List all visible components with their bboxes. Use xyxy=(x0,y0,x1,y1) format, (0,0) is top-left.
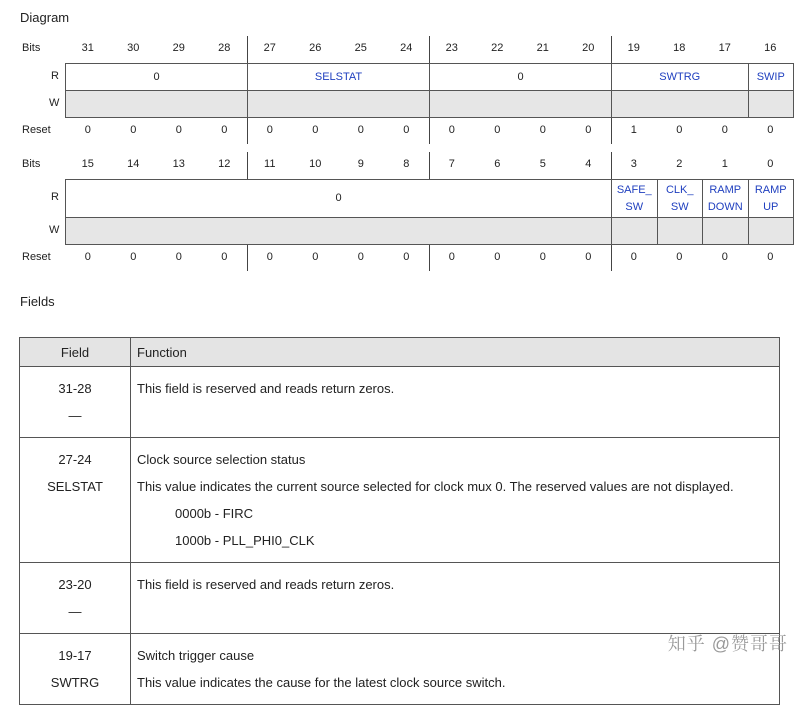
bit-number: 25 xyxy=(354,42,367,54)
field-label: SAFE_ SW xyxy=(616,183,652,213)
reset-value: 0 xyxy=(494,251,501,263)
reset-value: 0 xyxy=(585,124,592,136)
nibble-separator xyxy=(611,36,612,63)
bit-number: 29 xyxy=(172,42,185,54)
reset-value: 0 xyxy=(312,251,319,263)
write-label: W xyxy=(49,96,60,109)
reset-value: 0 xyxy=(676,251,683,263)
reset-value: 0 xyxy=(312,124,319,136)
bit-number: 7 xyxy=(448,158,455,170)
read-label: R xyxy=(51,191,59,203)
reset-value: 0 xyxy=(175,251,182,263)
bit-number: 15 xyxy=(81,158,94,170)
nibble-separator xyxy=(247,36,248,63)
nibble-separator xyxy=(247,152,248,179)
bit-number: 12 xyxy=(218,158,231,170)
bit-number: 18 xyxy=(673,42,686,54)
bit-number: 14 xyxy=(127,158,140,170)
field-label: CLK_ SW xyxy=(665,183,694,213)
field-bits: 23-20 xyxy=(58,577,92,592)
field-name: SELSTAT xyxy=(47,479,103,494)
field-label: SELSTAT xyxy=(314,70,363,83)
nibble-separator xyxy=(611,152,612,179)
read-label: R xyxy=(51,69,59,82)
value-encoding: 1000b - PLL_PHI0_CLK xyxy=(175,533,315,548)
reset-value: 0 xyxy=(403,251,410,263)
field-label: RAMP UP xyxy=(754,183,787,213)
reset-value: 0 xyxy=(130,124,137,136)
read-field-cell xyxy=(611,179,658,218)
bit-number: 16 xyxy=(764,42,777,54)
field-bits: 27-24 xyxy=(58,452,92,467)
table-header-row xyxy=(20,338,780,367)
reset-value: 0 xyxy=(357,124,364,136)
read-field-cell xyxy=(657,179,704,218)
field-label: SWIP xyxy=(756,70,785,83)
bit-number: 3 xyxy=(630,158,637,170)
diagram-heading: Diagram xyxy=(20,10,70,25)
bits-label: Bits xyxy=(22,42,41,54)
reset-value: 0 xyxy=(539,124,546,136)
reset-value: 0 xyxy=(266,124,273,136)
read-field-cell xyxy=(429,63,612,91)
write-field-cell xyxy=(748,217,795,245)
watermark-text: 知乎 @赞哥哥 xyxy=(667,634,788,654)
value-encoding: 0000b - FIRC xyxy=(175,506,254,521)
read-field-cell xyxy=(748,63,795,91)
bit-number: 8 xyxy=(403,158,410,170)
reset-value: 0 xyxy=(175,124,182,136)
reset-value: 0 xyxy=(448,124,455,136)
bit-number: 0 xyxy=(767,158,774,170)
write-label: W xyxy=(49,223,60,236)
write-field-cell xyxy=(748,90,795,118)
reset-value: 0 xyxy=(721,124,728,136)
read-field-cell xyxy=(611,63,749,91)
reset-value: 0 xyxy=(266,251,273,263)
read-field-cell xyxy=(702,179,749,218)
bit-number: 21 xyxy=(536,42,549,54)
function-line: This field is reserved and reads return zeros. xyxy=(137,577,395,592)
bits-label: Bits xyxy=(22,158,41,170)
reset-value: 0 xyxy=(539,251,546,263)
reset-value: 0 xyxy=(84,251,91,263)
read-field-cell xyxy=(65,63,248,91)
field-name: — xyxy=(68,408,82,423)
function-line: This value indicates the current source selected for clock mux 0. The reserved values are not displayed. xyxy=(137,479,734,494)
bit-number: 31 xyxy=(81,42,94,54)
function-line: Clock source selection status xyxy=(137,452,306,467)
bit-number: 5 xyxy=(539,158,546,170)
reset-label: Reset xyxy=(22,124,51,136)
nibble-separator xyxy=(429,117,430,144)
bit-number: 9 xyxy=(357,158,364,170)
reset-value: 0 xyxy=(630,251,637,263)
nibble-separator xyxy=(611,117,612,144)
field-label: 0 xyxy=(517,70,524,83)
field-label: 0 xyxy=(153,70,160,83)
reset-value: 0 xyxy=(494,124,501,136)
reset-value: 0 xyxy=(221,251,228,263)
nibble-separator xyxy=(611,244,612,271)
write-field-cell xyxy=(65,217,612,245)
field-cell xyxy=(20,367,131,438)
reset-value: 0 xyxy=(767,124,774,136)
fields-table xyxy=(19,337,780,705)
reset-value: 0 xyxy=(84,124,91,136)
bit-number: 4 xyxy=(585,158,592,170)
bit-number: 17 xyxy=(718,42,731,54)
function-line: This field is reserved and reads return zeros. xyxy=(137,381,395,396)
header-function: Function xyxy=(131,338,780,367)
field-label: RAMP DOWN xyxy=(707,183,743,213)
reset-value: 0 xyxy=(767,251,774,263)
bit-number: 11 xyxy=(264,158,276,170)
write-field-cell xyxy=(247,90,430,118)
reset-value: 0 xyxy=(721,251,728,263)
nibble-separator xyxy=(247,117,248,144)
bit-number: 28 xyxy=(218,42,231,54)
reset-value: 0 xyxy=(585,251,592,263)
nibble-separator xyxy=(429,36,430,63)
header-field: Field xyxy=(20,338,131,367)
field-name: SWTRG xyxy=(50,675,100,690)
write-field-cell xyxy=(657,217,704,245)
bit-number: 2 xyxy=(676,158,683,170)
bit-number: 27 xyxy=(263,42,276,54)
field-label: SWTRG xyxy=(659,70,701,83)
field-cell xyxy=(20,438,131,563)
reset-value: 0 xyxy=(357,251,364,263)
write-field-cell xyxy=(65,90,248,118)
bit-number: 19 xyxy=(627,42,640,54)
bit-number: 6 xyxy=(494,158,501,170)
field-name: — xyxy=(68,604,82,619)
write-field-cell xyxy=(611,90,749,118)
function-cell xyxy=(131,438,780,563)
bit-number: 1 xyxy=(721,158,728,170)
function-line: Switch trigger cause xyxy=(137,648,255,663)
bit-number: 24 xyxy=(400,42,413,54)
field-bits: 19-17 xyxy=(58,648,92,663)
table-row xyxy=(20,634,780,705)
reset-value: 1 xyxy=(630,124,637,136)
field-cell xyxy=(20,563,131,634)
reset-value: 0 xyxy=(221,124,228,136)
bit-number: 23 xyxy=(445,42,458,54)
bit-number: 30 xyxy=(127,42,140,54)
reset-value: 0 xyxy=(676,124,683,136)
write-field-cell xyxy=(611,217,658,245)
nibble-separator xyxy=(429,152,430,179)
reset-label: Reset xyxy=(22,251,51,263)
fields-heading: Fields xyxy=(20,294,55,309)
reset-value: 0 xyxy=(403,124,410,136)
bit-number: 10 xyxy=(309,158,322,170)
reset-value: 0 xyxy=(448,251,455,263)
read-field-cell xyxy=(65,179,612,218)
function-cell xyxy=(131,367,780,438)
table-row xyxy=(20,438,780,563)
bit-number: 26 xyxy=(309,42,322,54)
bit-number: 22 xyxy=(491,42,504,54)
table-row xyxy=(20,563,780,634)
bit-number: 20 xyxy=(582,42,595,54)
reset-value: 0 xyxy=(130,251,137,263)
read-field-cell xyxy=(748,179,795,218)
bit-number: 13 xyxy=(172,158,185,170)
read-field-cell xyxy=(247,63,430,91)
field-cell xyxy=(20,634,131,705)
function-cell xyxy=(131,563,780,634)
field-label: 0 xyxy=(335,192,342,204)
nibble-separator xyxy=(429,244,430,271)
write-field-cell xyxy=(702,217,749,245)
function-line: This value indicates the cause for the latest clock source switch. xyxy=(137,675,506,690)
write-field-cell xyxy=(429,90,612,118)
field-bits: 31-28 xyxy=(58,381,92,396)
nibble-separator xyxy=(247,244,248,271)
table-row xyxy=(20,367,780,438)
